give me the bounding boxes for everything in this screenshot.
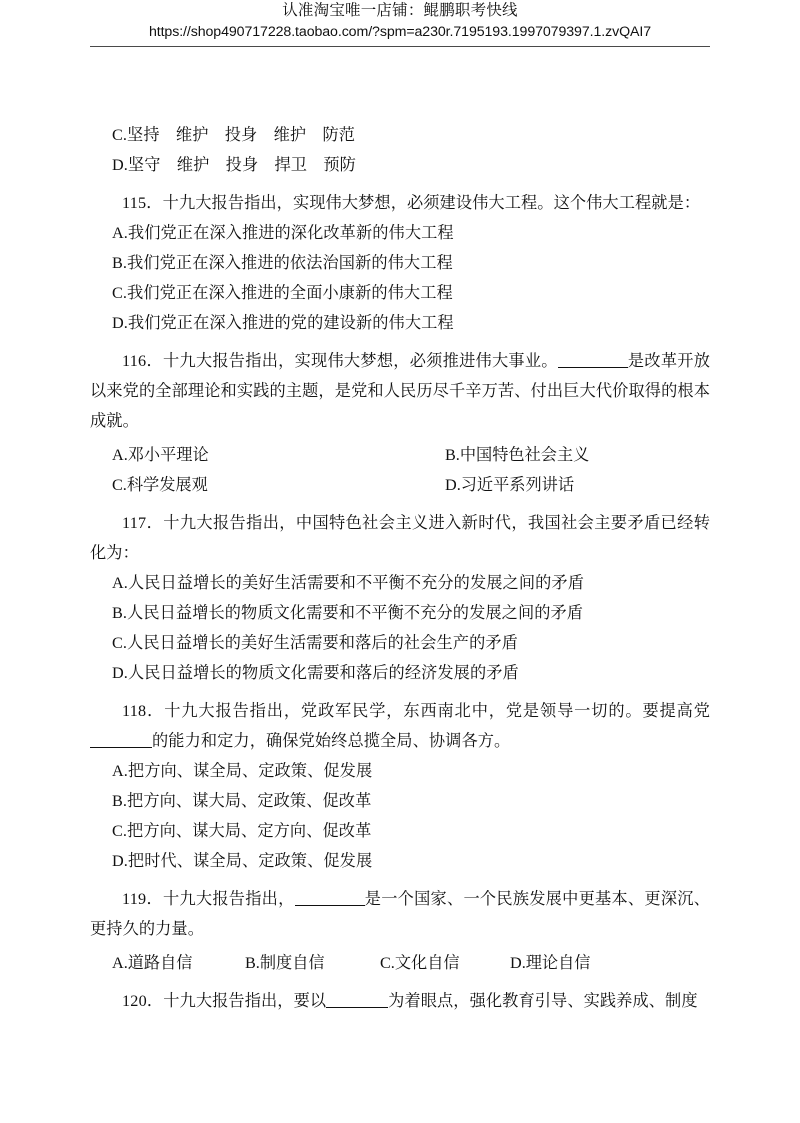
- question-116-stem-part2: 是改革开放以来党的全部理论和实践的主题，是党和人民历尽千辛万苦、付出巨大代价取得的根本成就。: [90, 352, 711, 430]
- question-119-stem-part2: 是一个国家、一个民族发展中更基本、更深沉、更持久的力量。: [90, 890, 710, 938]
- question-119-option-row: [90, 948, 710, 978]
- question-120-stem: [90, 986, 710, 1016]
- question-115-option-b: B.我们党正在深入推进的依法治国新的伟大工程: [112, 254, 453, 272]
- question-115-number: 115．: [122, 194, 163, 212]
- page-header: [90, 0, 710, 42]
- question-119-option-c: C.文化自信: [380, 954, 460, 972]
- question-116-option-b: B.中国特色社会主义: [445, 446, 590, 464]
- header-shop-line: 认准淘宝唯一店铺：鲲鹏职考快线: [282, 2, 518, 19]
- header-divider: [90, 46, 710, 47]
- question-120-blank: [326, 1007, 388, 1008]
- question-118-stem-part2: 的能力和定力，确保党始终总揽全局、协调各方。: [152, 732, 511, 750]
- question-115-option-a: A.我们党正在深入推进的深化改革新的伟大工程: [112, 224, 454, 242]
- question-118-option-a: A.把方向、谋全局、定政策、促发展: [112, 762, 373, 780]
- question-116-number: 116．: [122, 352, 163, 370]
- question-119-option-b: B.制度自信: [245, 954, 325, 972]
- question-119-blank: [295, 905, 365, 906]
- question-116-stem: [90, 346, 710, 436]
- question-120-stem-part1: 十九大报告指出，要以: [163, 992, 327, 1010]
- carryover-option-d: D.坚守 维护 投身 捍卫 预防: [112, 156, 356, 174]
- question-116-stem-part1: 十九大报告指出，实现伟大梦想，必须推进伟大事业。: [163, 352, 558, 370]
- question-117-stem-text: 十九大报告指出，中国特色社会主义进入新时代，我国社会主要矛盾已经转化为：: [90, 514, 710, 562]
- document-body: [90, 120, 710, 1016]
- question-118-option-d: D.把时代、谋全局、定政策、促发展: [112, 852, 373, 870]
- question-118-number: 118．: [122, 702, 165, 720]
- question-120-stem-part2: 为着眼点，强化教育引导、实践养成、制度: [388, 992, 698, 1010]
- question-117-option-c: C.人民日益增长的美好生活需要和落后的社会生产的矛盾: [112, 634, 518, 652]
- question-120-number: 120．: [122, 992, 164, 1010]
- question-119-option-a: A.道路自信: [112, 954, 193, 972]
- question-119-option-d: D.理论自信: [510, 954, 591, 972]
- question-118-stem-part1: 十九大报告指出，党政军民学，东西南北中，党是领导一切的。要提高党: [164, 702, 711, 720]
- question-115-stem-text: 十九大报告指出，实现伟大梦想，必须建设伟大工程。这个伟大工程就是：: [162, 194, 701, 212]
- question-116-option-c: C.科学发展观: [112, 476, 208, 494]
- question-116-option-d: D.习近平系列讲话: [445, 476, 575, 494]
- question-116-option-row-2: [90, 470, 710, 500]
- question-117-option-d: D.人民日益增长的物质文化需要和落后的经济发展的矛盾: [112, 664, 519, 682]
- question-116-blank: [558, 367, 628, 368]
- question-116-option-row-1: [90, 440, 710, 470]
- question-115-option-c: C.我们党正在深入推进的全面小康新的伟大工程: [112, 284, 453, 302]
- question-117-option-b: B.人民日益增长的物质文化需要和不平衡不充分的发展之间的矛盾: [112, 604, 584, 622]
- question-118-blank: [90, 747, 152, 748]
- question-119-stem-part1: 十九大报告指出，: [163, 890, 295, 908]
- question-119-stem: [90, 884, 710, 944]
- question-118-stem: [90, 696, 710, 756]
- question-116-option-a: A.邓小平理论: [112, 446, 209, 464]
- question-117-stem: [90, 508, 710, 568]
- question-117-number: 117．: [122, 514, 164, 532]
- carryover-option-c: C.坚持 维护 投身 维护 防范: [112, 126, 356, 144]
- header-url-line: https://shop490717228.taobao.com/?spm=a230r.7195193.1997079397.1.zvQAI7: [148, 24, 652, 40]
- question-118-option-c: C.把方向、谋大局、定方向、促改革: [112, 822, 372, 840]
- question-115-stem: [90, 188, 710, 218]
- question-115-option-d: D.我们党正在深入推进的党的建设新的伟大工程: [112, 314, 454, 332]
- question-118-option-b: B.把方向、谋大局、定政策、促改革: [112, 792, 372, 810]
- question-117-option-a: A.人民日益增长的美好生活需要和不平衡不充分的发展之间的矛盾: [112, 574, 584, 592]
- question-119-number: 119．: [122, 890, 163, 908]
